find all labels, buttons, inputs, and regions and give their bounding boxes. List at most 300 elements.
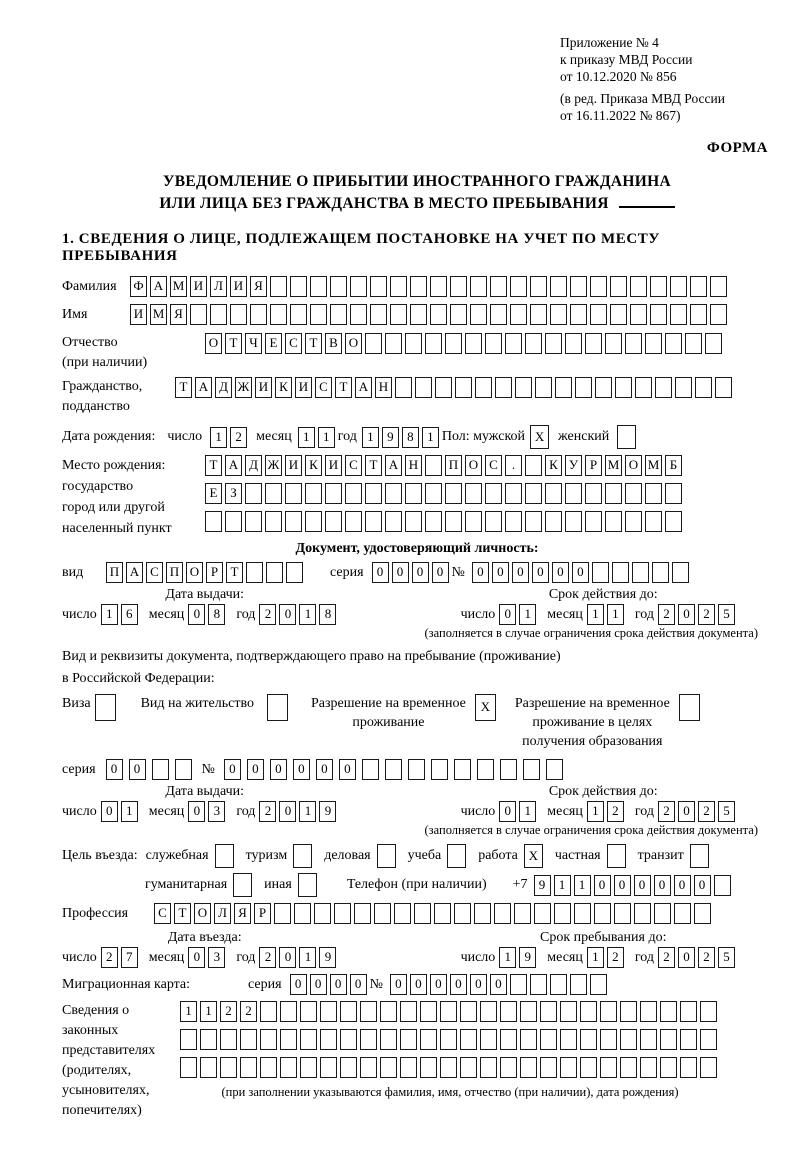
char-box	[400, 1001, 417, 1022]
char-box	[454, 759, 471, 780]
char-box	[565, 483, 582, 504]
char-box	[362, 759, 379, 780]
char-box	[420, 1029, 437, 1050]
char-box	[365, 333, 382, 354]
char-box	[415, 377, 432, 398]
sex-female-checkbox	[617, 425, 639, 449]
char-box: П	[106, 562, 123, 583]
char-box	[215, 844, 234, 868]
char-box: 1	[587, 947, 604, 968]
char-box	[460, 1001, 477, 1022]
char-box	[546, 759, 563, 780]
char-box	[545, 511, 562, 532]
entry-month-boxes	[188, 947, 228, 968]
char-box: 1	[101, 604, 118, 625]
given-name-boxes	[130, 304, 730, 325]
char-box: 0	[350, 974, 367, 995]
doc-kind-boxes	[106, 562, 306, 583]
char-box	[615, 377, 632, 398]
char-box	[298, 873, 317, 897]
char-box: 0	[410, 974, 427, 995]
purpose-item: гуманитарная	[145, 873, 255, 897]
birth-place-boxes	[205, 455, 685, 539]
char-box: А	[225, 455, 242, 476]
char-box	[354, 903, 371, 924]
stay-month-boxes	[587, 947, 627, 968]
char-box: А	[150, 276, 167, 297]
char-box: 0	[339, 759, 356, 780]
patronymic-label: Отчество (при наличии)	[62, 335, 148, 370]
char-box: 1	[362, 427, 379, 448]
char-box: X	[530, 425, 549, 449]
char-box: 2	[658, 604, 675, 625]
residence-doc-intro: Вид и реквизиты документа, подтверждающего право на пребывание (проживание) в Российской Федерации:	[62, 649, 561, 686]
char-box	[470, 304, 487, 325]
char-box	[580, 1057, 597, 1078]
char-box	[360, 1001, 377, 1022]
char-box: Е	[265, 333, 282, 354]
char-box	[300, 1001, 317, 1022]
purpose-checkbox	[377, 844, 399, 868]
char-box: Т	[335, 377, 352, 398]
purpose-checkbox	[233, 873, 255, 897]
char-box	[245, 511, 262, 532]
char-box	[534, 903, 551, 924]
char-box: 0	[472, 562, 489, 583]
char-box: 1	[519, 604, 536, 625]
char-box	[410, 304, 427, 325]
sex-female-label: женский	[558, 429, 610, 444]
doc-series-boxes	[372, 562, 452, 583]
section1-heading: 1. СВЕДЕНИЯ О ЛИЦЕ, ПОДЛЕЖАЩЕМ ПОСТАНОВКЕ НА УЧЕТ ПО МЕСТУ ПРЕБЫВАНИЯ	[62, 231, 660, 264]
char-box	[325, 511, 342, 532]
char-box: Е	[205, 483, 222, 504]
mc-series-boxes	[290, 974, 370, 995]
given-name-label: Имя	[62, 306, 88, 322]
title-line1: УВЕДОМЛЕНИЕ О ПРИБЫТИИ ИНОСТРАННОГО ГРАЖДАНИНА	[163, 173, 671, 190]
doc-series-label: серия	[330, 564, 364, 580]
appendix-line: к приказу МВД России	[560, 52, 693, 67]
char-box	[380, 1001, 397, 1022]
char-box: Т	[226, 562, 243, 583]
char-box	[679, 694, 700, 721]
issue-month-boxes	[188, 604, 228, 625]
phone-label: Телефон (при наличии)	[346, 877, 487, 892]
char-box: И	[230, 276, 247, 297]
residence-number-boxes	[224, 759, 569, 780]
char-box	[293, 844, 312, 868]
char-box	[570, 974, 587, 995]
char-box	[445, 511, 462, 532]
char-box: 2	[259, 801, 276, 822]
char-box	[200, 1057, 217, 1078]
year-label: год	[236, 606, 256, 622]
profession-row	[62, 903, 772, 924]
birth-month-boxes	[298, 427, 338, 448]
char-box: 2	[698, 604, 715, 625]
residence-permit-checkbox	[267, 694, 291, 721]
char-box	[570, 276, 587, 297]
representatives-row	[62, 1001, 772, 1121]
char-box	[377, 844, 396, 868]
char-box	[394, 903, 411, 924]
char-box	[505, 511, 522, 532]
issue-year-boxes	[259, 604, 339, 625]
char-box	[490, 276, 507, 297]
option-temp-residence-education: Разрешение на временное проживание в целях получения образования	[515, 694, 703, 751]
char-box: 1	[422, 427, 439, 448]
char-box	[330, 304, 347, 325]
char-box: 0	[634, 875, 651, 896]
char-box	[540, 1057, 557, 1078]
option-temp-residence: Разрешение на временное проживание X	[311, 694, 499, 732]
char-box	[414, 903, 431, 924]
char-box: 9	[319, 801, 336, 822]
patronymic-row	[62, 333, 772, 373]
char-box	[445, 483, 462, 504]
char-box	[450, 304, 467, 325]
migration-card-row	[62, 974, 772, 995]
char-box: Р	[206, 562, 223, 583]
char-box: 2	[607, 801, 624, 822]
year-label: год	[634, 606, 654, 622]
char-box: 5	[718, 604, 735, 625]
mc-number-label: №	[369, 976, 383, 992]
revision-line: от 16.11.2022 № 867)	[560, 108, 681, 123]
char-box	[385, 511, 402, 532]
char-box	[385, 759, 402, 780]
month-label: месяц	[256, 429, 292, 444]
char-box	[680, 1001, 697, 1022]
char-box: 2	[698, 801, 715, 822]
char-box: 0	[330, 974, 347, 995]
char-box	[240, 1029, 257, 1050]
char-box: 1	[121, 801, 138, 822]
char-box	[305, 511, 322, 532]
purpose-row2	[145, 873, 772, 897]
char-box	[233, 873, 252, 897]
char-box: Л	[214, 903, 231, 924]
char-box: 1	[574, 875, 591, 896]
char-box: 1	[200, 1001, 217, 1022]
residence-expiry-year	[658, 801, 738, 822]
char-box	[585, 483, 602, 504]
char-box: 1	[499, 947, 516, 968]
char-box	[180, 1029, 197, 1050]
char-box	[565, 333, 582, 354]
char-box: Б	[665, 455, 682, 476]
birth-year-boxes	[362, 427, 442, 448]
expiry-year-boxes	[658, 604, 738, 625]
char-box	[360, 1029, 377, 1050]
char-box	[494, 903, 511, 924]
char-box	[515, 377, 532, 398]
char-box: 0	[674, 875, 691, 896]
char-box	[634, 903, 651, 924]
char-box	[420, 1001, 437, 1022]
char-box: Т	[205, 455, 222, 476]
title-line2: ИЛИ ЛИЦА БЕЗ ГРАЖДАНСТВА В МЕСТО ПРЕБЫВАНИЯ	[62, 192, 772, 214]
char-box	[286, 562, 303, 583]
char-box	[405, 483, 422, 504]
char-box: Т	[225, 333, 242, 354]
char-box	[645, 333, 662, 354]
char-box	[300, 1057, 317, 1078]
char-box	[650, 276, 667, 297]
char-box	[447, 844, 466, 868]
char-box	[95, 694, 116, 721]
char-box	[480, 1057, 497, 1078]
residence-expiry-day	[499, 801, 539, 822]
char-box	[345, 511, 362, 532]
profession-boxes	[154, 903, 714, 924]
char-box	[525, 511, 542, 532]
char-box: 2	[230, 427, 247, 448]
given-name-row	[62, 304, 772, 325]
temp-residence-checkbox	[475, 694, 499, 721]
doc-number-label: №	[451, 564, 465, 580]
char-box	[266, 562, 283, 583]
char-box	[175, 759, 192, 780]
char-box: Л	[210, 276, 227, 297]
residence-issue-year	[259, 801, 339, 822]
char-box	[710, 304, 727, 325]
appendix-block	[560, 34, 772, 124]
char-box	[605, 483, 622, 504]
char-box	[560, 1029, 577, 1050]
char-box	[430, 304, 447, 325]
char-box	[710, 276, 727, 297]
char-box	[365, 483, 382, 504]
char-box: 2	[259, 604, 276, 625]
char-box: 0	[490, 974, 507, 995]
char-box	[675, 377, 692, 398]
char-box	[440, 1057, 457, 1078]
stay-day-boxes	[499, 947, 539, 968]
char-box	[480, 1029, 497, 1050]
revision-line: (в ред. Приказа МВД России	[560, 91, 725, 106]
char-box	[225, 511, 242, 532]
char-box	[540, 1029, 557, 1050]
char-box: Д	[245, 455, 262, 476]
char-box	[290, 276, 307, 297]
char-box	[430, 276, 447, 297]
residence-options-row	[62, 694, 772, 751]
char-box	[410, 276, 427, 297]
char-box	[565, 511, 582, 532]
char-box: Ф	[130, 276, 147, 297]
char-box	[550, 974, 567, 995]
char-box	[420, 1057, 437, 1078]
mc-number-boxes	[390, 974, 610, 995]
char-box	[592, 562, 609, 583]
char-box	[570, 304, 587, 325]
char-box: 1	[298, 427, 315, 448]
char-box: 9	[534, 875, 551, 896]
surname-boxes	[130, 276, 730, 297]
char-box	[350, 304, 367, 325]
char-box	[640, 1001, 657, 1022]
char-box: Т	[305, 333, 322, 354]
purpose-checkbox	[298, 873, 320, 897]
char-box	[325, 483, 342, 504]
char-box	[265, 511, 282, 532]
char-box: О	[186, 562, 203, 583]
expiry-month-boxes	[587, 604, 627, 625]
char-box: 2	[658, 947, 675, 968]
char-box: 0	[279, 801, 296, 822]
char-box	[320, 1029, 337, 1050]
char-box	[180, 1057, 197, 1078]
char-box: И	[190, 276, 207, 297]
char-box	[594, 903, 611, 924]
char-box	[274, 903, 291, 924]
char-box	[595, 377, 612, 398]
char-box: 1	[519, 801, 536, 822]
char-box	[305, 483, 322, 504]
char-box: С	[154, 903, 171, 924]
char-box	[220, 1029, 237, 1050]
char-box: Я	[170, 304, 187, 325]
char-box: 0	[694, 875, 711, 896]
char-box	[440, 1001, 457, 1022]
char-box: Т	[175, 377, 192, 398]
char-box	[460, 1029, 477, 1050]
purpose-item: транзит	[638, 844, 712, 868]
char-box: В	[325, 333, 342, 354]
day-label: число	[460, 803, 496, 819]
representatives-row1	[180, 1001, 720, 1022]
char-box	[600, 1029, 617, 1050]
char-box: С	[146, 562, 163, 583]
char-box	[220, 1057, 237, 1078]
char-box: 1	[554, 875, 571, 896]
char-box	[405, 333, 422, 354]
char-box	[205, 511, 222, 532]
char-box: И	[130, 304, 147, 325]
char-box	[285, 511, 302, 532]
char-box: 1	[607, 604, 624, 625]
char-box: 2	[698, 947, 715, 968]
char-box	[260, 1057, 277, 1078]
char-box: О	[194, 903, 211, 924]
char-box: И	[295, 377, 312, 398]
residence-series-row	[62, 759, 772, 780]
char-box	[350, 276, 367, 297]
char-box	[574, 903, 591, 924]
char-box	[520, 1029, 537, 1050]
char-box	[645, 511, 662, 532]
char-box	[380, 1057, 397, 1078]
char-box	[152, 759, 169, 780]
char-box	[585, 511, 602, 532]
stay-year-boxes	[658, 947, 738, 968]
char-box: 5	[718, 947, 735, 968]
expiry-date-title: Срок действия до:	[548, 587, 658, 602]
char-box	[265, 483, 282, 504]
char-box	[240, 1057, 257, 1078]
purpose-checkbox	[607, 844, 629, 868]
char-box	[660, 1029, 677, 1050]
char-box: 0	[572, 562, 589, 583]
char-box	[210, 304, 227, 325]
char-box	[530, 974, 547, 995]
birth-date-label: Дата рождения:	[62, 429, 156, 444]
char-box: 0	[654, 875, 671, 896]
char-box: 0	[532, 562, 549, 583]
char-box: И	[255, 377, 272, 398]
birth-place-row	[62, 455, 772, 539]
char-box	[260, 1029, 277, 1050]
birth-place-row2	[205, 483, 685, 504]
char-box: 8	[319, 604, 336, 625]
char-box: А	[355, 377, 372, 398]
char-box	[715, 377, 732, 398]
purpose-item: деловая	[324, 844, 398, 868]
char-box: К	[545, 455, 562, 476]
sex-male-checkbox	[530, 425, 552, 449]
char-box: 0	[470, 974, 487, 995]
char-box	[280, 1029, 297, 1050]
char-box	[408, 759, 425, 780]
char-box	[550, 304, 567, 325]
representatives-row2	[180, 1029, 720, 1050]
char-box	[600, 1001, 617, 1022]
char-box	[434, 903, 451, 924]
expiry-date-group	[461, 587, 746, 625]
char-box	[270, 304, 287, 325]
char-box	[465, 511, 482, 532]
char-box	[390, 276, 407, 297]
char-box	[635, 377, 652, 398]
char-box	[380, 1029, 397, 1050]
char-box	[672, 562, 689, 583]
char-box	[670, 304, 687, 325]
char-box: 0	[310, 974, 327, 995]
char-box: 0	[101, 801, 118, 822]
purpose-checkbox-work	[524, 844, 546, 868]
char-box: 0	[188, 801, 205, 822]
char-box: О	[465, 455, 482, 476]
residence-number-label: №	[201, 761, 215, 777]
char-box	[425, 455, 442, 476]
char-box	[540, 1001, 557, 1022]
char-box	[200, 1029, 217, 1050]
char-box	[475, 377, 492, 398]
char-box	[314, 903, 331, 924]
char-box	[460, 1057, 477, 1078]
char-box: 0	[450, 974, 467, 995]
char-box: Н	[375, 377, 392, 398]
char-box	[555, 377, 572, 398]
day-label: число	[62, 803, 97, 819]
profession-label: Профессия	[62, 905, 129, 921]
char-box: 1	[299, 947, 316, 968]
char-box	[405, 511, 422, 532]
char-box	[465, 483, 482, 504]
char-box	[340, 1029, 357, 1050]
char-box	[612, 562, 629, 583]
entry-date-group: Дата въезда: число 2 7 месяц 0 3 год 2 0 1 9	[62, 930, 347, 968]
month-label: месяц	[547, 606, 583, 622]
char-box: 2	[240, 1001, 257, 1022]
char-box: X	[524, 844, 543, 868]
char-box	[685, 333, 702, 354]
char-box	[485, 483, 502, 504]
char-box	[470, 276, 487, 297]
char-box	[680, 1029, 697, 1050]
char-box	[425, 333, 442, 354]
